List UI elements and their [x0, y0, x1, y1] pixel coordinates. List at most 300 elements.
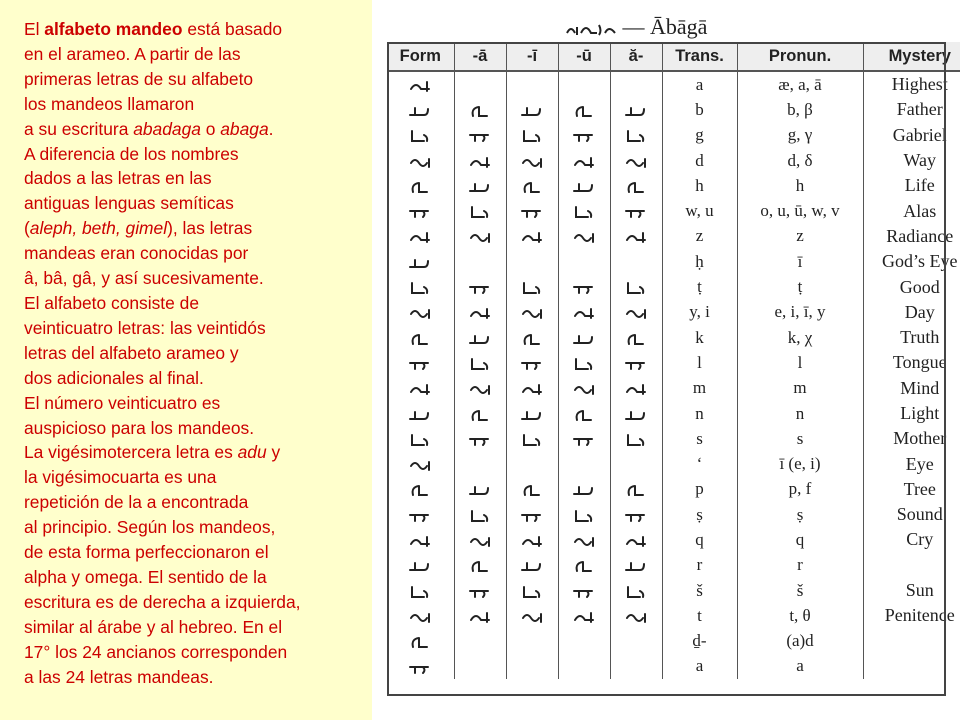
letter-form-cell [387, 578, 454, 603]
syllable-cell [454, 350, 506, 375]
mandaic-letter-glyph [623, 330, 649, 348]
letter-form-cell [387, 148, 454, 173]
mandaic-letter-glyph [467, 532, 493, 550]
table-row [387, 502, 960, 527]
mandaic-letter-glyph [623, 380, 649, 398]
letter-form-cell [387, 502, 454, 527]
mandaic-letter-glyph [407, 279, 433, 297]
mystery-cell: Truth [863, 325, 960, 350]
mandaic-letter-glyph [407, 178, 433, 196]
letter-form-cell [387, 654, 454, 679]
pronun-cell: ī [737, 249, 863, 274]
mandaic-letter-glyph [519, 532, 545, 550]
letter-form-cell [387, 629, 454, 654]
mandaic-letter-glyph [571, 583, 597, 601]
syllable-cell [454, 173, 506, 198]
syllable-cell [454, 123, 506, 148]
mandaic-letter-glyph [571, 102, 597, 120]
letter-form-cell [387, 603, 454, 628]
mandaic-letter-glyph [467, 583, 493, 601]
description-segment: letras del alfabeto arameo y [24, 342, 239, 363]
pronun-cell: š [737, 578, 863, 603]
table-title-text: — Ābāgā [622, 14, 708, 39]
mystery-cell: Penitence [863, 603, 960, 628]
mandaic-letter-glyph [623, 355, 649, 373]
mandaic-letter-glyph [571, 532, 597, 550]
syllable-cell [506, 198, 558, 223]
pronun-cell: b, β [737, 97, 863, 122]
mystery-cell: Mind [863, 376, 960, 401]
mandaic-letter-glyph [519, 608, 545, 626]
pronun-cell: ī (e, i) [737, 451, 863, 476]
mystery-cell: Way [863, 148, 960, 173]
syllable-cell [610, 224, 662, 249]
trans-cell: b [662, 97, 737, 122]
mandaic-letter-glyph [571, 557, 597, 575]
letter-form-cell [387, 274, 454, 299]
mandaic-letter-glyph [623, 304, 649, 322]
table-row [387, 300, 960, 325]
table-row [387, 123, 960, 148]
description-segment: o [200, 118, 221, 139]
letter-form-cell [387, 325, 454, 350]
table-row [387, 603, 960, 628]
description-line [24, 416, 369, 441]
mandaic-letter-glyph [623, 431, 649, 449]
description-line [24, 142, 369, 167]
pronun-cell: g, γ [737, 123, 863, 148]
description-line [24, 665, 369, 690]
syllable-cell [610, 401, 662, 426]
syllable-cell [558, 629, 610, 654]
syllable-cell [506, 629, 558, 654]
description-segment: al principio. Según los mandeos, [24, 517, 276, 538]
table-row [387, 97, 960, 122]
mandaic-letter-glyph [467, 178, 493, 196]
header-form: Form [387, 42, 454, 71]
syllable-cell [454, 148, 506, 173]
trans-cell: h [662, 173, 737, 198]
mandaic-letter-glyph [407, 228, 433, 246]
syllable-cell [610, 553, 662, 578]
mandaic-letter-glyph [407, 254, 433, 272]
description-line [24, 565, 369, 590]
mandaic-letter-glyph [623, 557, 649, 575]
syllable-cell [610, 654, 662, 679]
mandaic-letter-glyph [571, 481, 597, 499]
syllable-cell [558, 249, 610, 274]
pronun-cell: t, θ [737, 603, 863, 628]
description-line [24, 341, 369, 366]
description-segment: la vigésimocuarta es una [24, 467, 217, 488]
mandaic-letter-glyph [623, 178, 649, 196]
mandaic-letter-glyph [519, 481, 545, 499]
syllable-cell [506, 325, 558, 350]
table-row [387, 224, 960, 249]
mandaic-letter-glyph [623, 153, 649, 171]
description-line [24, 366, 369, 391]
trans-cell: ṭ [662, 274, 737, 299]
syllable-cell [610, 376, 662, 401]
trans-cell: ḥ [662, 249, 737, 274]
syllable-cell [506, 451, 558, 476]
mandaic-letter-glyph [407, 557, 433, 575]
syllable-cell [454, 249, 506, 274]
syllable-cell [506, 527, 558, 552]
mandaic-letter-glyph [407, 304, 433, 322]
description-segment: repetición de la a encontrada [24, 492, 249, 513]
mandaic-letter-glyph [407, 659, 433, 677]
pronun-cell: k, χ [737, 325, 863, 350]
pronun-cell: m [737, 376, 863, 401]
mandaic-letter-glyph [519, 102, 545, 120]
table-row [387, 527, 960, 552]
mystery-cell: Life [863, 173, 960, 198]
description-segment: escritura es de derecha a izquierda, [24, 591, 301, 612]
pronun-cell: h [737, 173, 863, 198]
description-segment: a las 24 letras mandeas. [24, 666, 214, 687]
syllable-cell [506, 477, 558, 502]
mandaic-letter-glyph [519, 583, 545, 601]
trans-cell: d [662, 148, 737, 173]
trans-cell: z [662, 224, 737, 249]
description-line [24, 92, 369, 117]
syllable-cell [558, 198, 610, 223]
description-segment: 17° los 24 ancianos corresponden [24, 641, 288, 662]
description-segment: mandeas eran conocidas por [24, 243, 249, 264]
syllable-cell [610, 426, 662, 451]
mandaic-letter-glyph [519, 557, 545, 575]
mandaic-letter-glyph [623, 279, 649, 297]
mystery-cell: God’s Eye [863, 249, 960, 274]
mandaic-letter-glyph [519, 330, 545, 348]
syllable-cell [506, 426, 558, 451]
description-segment: adu [237, 442, 267, 463]
description-text [24, 17, 369, 689]
mandaic-letter-glyph [623, 228, 649, 246]
pronun-cell: ṭ [737, 274, 863, 299]
table-row [387, 654, 960, 679]
mystery-cell: Father [863, 97, 960, 122]
description-segment: similar al árabe y al hebreo. En el [24, 616, 283, 637]
description-segment: dos adicionales al final. [24, 367, 204, 388]
syllable-cell [610, 629, 662, 654]
mystery-cell: Sun [863, 578, 960, 603]
trans-cell: t [662, 603, 737, 628]
table-row [387, 148, 960, 173]
syllable-cell [506, 274, 558, 299]
syllable-cell [558, 401, 610, 426]
mandaic-letter-glyph [467, 102, 493, 120]
syllable-cell [454, 527, 506, 552]
header-pronun: Pronun. [737, 42, 863, 71]
letter-form-cell [387, 426, 454, 451]
mandaic-letter-glyph [519, 380, 545, 398]
mandaic-letter-glyph [519, 431, 545, 449]
syllable-cell [558, 553, 610, 578]
mandaic-letter-glyph [623, 203, 649, 221]
syllable-cell [558, 148, 610, 173]
mandaic-letter-glyph [467, 203, 493, 221]
mandaic-letter-glyph [407, 406, 433, 424]
trans-cell: n [662, 401, 737, 426]
mandaic-letter-glyph [407, 532, 433, 550]
mandaic-letter-glyph [519, 304, 545, 322]
letter-form-cell [387, 300, 454, 325]
syllable-cell [454, 274, 506, 299]
letter-form-cell [387, 401, 454, 426]
syllable-cell [454, 71, 506, 97]
mandaic-letter-glyph [571, 355, 597, 373]
table-row [387, 350, 960, 375]
pronun-cell: z [737, 224, 863, 249]
description-line [24, 67, 369, 92]
syllable-cell [454, 629, 506, 654]
description-line [24, 590, 369, 615]
syllable-cell [506, 173, 558, 198]
letter-form-cell [387, 376, 454, 401]
mandaic-letter-glyph [571, 153, 597, 171]
mystery-cell: Eye [863, 451, 960, 476]
syllable-cell [610, 300, 662, 325]
syllable-cell [454, 300, 506, 325]
pronun-cell: a [737, 654, 863, 679]
syllable-cell [454, 451, 506, 476]
description-line [24, 515, 369, 540]
mandaic-letter-glyph [519, 153, 545, 171]
mystery-cell: Mother [863, 426, 960, 451]
syllable-cell [506, 553, 558, 578]
syllable-cell [558, 274, 610, 299]
mandaic-letter-glyph [467, 481, 493, 499]
letter-form-cell [387, 224, 454, 249]
syllable-cell [610, 148, 662, 173]
syllable-cell [558, 603, 610, 628]
table-row [387, 249, 960, 274]
syllable-cell [558, 477, 610, 502]
mystery-cell: Good [863, 274, 960, 299]
description-segment: abaga [220, 118, 269, 139]
mystery-cell: Tongue [863, 350, 960, 375]
mandaic-letter-glyph [519, 355, 545, 373]
trans-cell: m [662, 376, 737, 401]
syllable-cell [558, 173, 610, 198]
mandaic-letter-glyph [407, 77, 433, 95]
letter-form-cell [387, 123, 454, 148]
header-u-long: -ū [558, 42, 610, 71]
description-line [24, 465, 369, 490]
pronun-cell: n [737, 401, 863, 426]
description-segment: alpha y omega. El sentido de la [24, 566, 267, 587]
mandaic-letter-glyph [407, 481, 433, 499]
description-segment: alfabeto mandeo [44, 19, 183, 39]
trans-cell: ‘ [662, 451, 737, 476]
mandaic-letter-glyph [467, 279, 493, 297]
letter-form-cell [387, 97, 454, 122]
syllable-cell [506, 502, 558, 527]
description-line [24, 266, 369, 291]
pronun-cell: (a)d [737, 629, 863, 654]
trans-cell: g [662, 123, 737, 148]
description-segment: dados a las letras en las [24, 168, 212, 189]
mandaic-letter-glyph [407, 431, 433, 449]
syllable-cell [558, 426, 610, 451]
mandaic-letter-glyph [571, 406, 597, 424]
description-segment: en el arameo. A partir de las [24, 43, 241, 64]
trans-cell: š [662, 578, 737, 603]
syllable-cell [558, 350, 610, 375]
trans-cell: q [662, 527, 737, 552]
letter-form-cell [387, 553, 454, 578]
description-line [24, 191, 369, 216]
trans-cell: l [662, 350, 737, 375]
letter-form-cell [387, 477, 454, 502]
description-line [24, 440, 369, 465]
description-segment: de esta forma perfeccionaron el [24, 542, 269, 563]
mystery-cell: Day [863, 300, 960, 325]
syllable-cell [558, 325, 610, 350]
mystery-cell [863, 553, 960, 578]
letter-form-cell [387, 451, 454, 476]
mandaic-letter-glyph [467, 127, 493, 145]
description-segment: El [24, 19, 45, 39]
description-segment: los mandeos llamaron [24, 93, 195, 114]
syllable-cell [610, 477, 662, 502]
description-line [24, 166, 369, 191]
pronun-cell: ṣ [737, 502, 863, 527]
syllable-cell [506, 249, 558, 274]
description-line [24, 540, 369, 565]
syllable-cell [454, 401, 506, 426]
mandaic-letter-glyph [571, 431, 597, 449]
description-segment: auspicioso para los mandeos. [24, 417, 255, 438]
mandaic-letter-glyph [467, 330, 493, 348]
trans-cell: k [662, 325, 737, 350]
syllable-cell [506, 224, 558, 249]
mandaic-letter-glyph [467, 304, 493, 322]
syllable-cell [610, 123, 662, 148]
syllable-cell [506, 123, 558, 148]
description-segment: ( [24, 218, 30, 239]
table-row [387, 578, 960, 603]
table-row [387, 274, 960, 299]
pronun-cell: p, f [737, 477, 863, 502]
syllable-cell [506, 401, 558, 426]
description-line [24, 615, 369, 640]
syllable-cell [454, 654, 506, 679]
table-row [387, 629, 960, 654]
mystery-cell: Light [863, 401, 960, 426]
syllable-cell [610, 173, 662, 198]
syllable-cell [506, 300, 558, 325]
pronun-cell: e, i, ī, y [737, 300, 863, 325]
mandaic-letter-glyph [571, 203, 597, 221]
trans-cell: ḏ- [662, 629, 737, 654]
mandaic-letter-glyph [407, 330, 433, 348]
trans-cell: y, i [662, 300, 737, 325]
syllable-cell [506, 148, 558, 173]
pronun-cell: l [737, 350, 863, 375]
mandaic-letter-glyph [407, 633, 433, 651]
trans-cell: p [662, 477, 737, 502]
mystery-cell: Sound [863, 502, 960, 527]
trans-cell: w, u [662, 198, 737, 223]
syllable-cell [506, 350, 558, 375]
mandaic-letter-glyph [407, 507, 433, 525]
mandaic-letter-glyph [407, 127, 433, 145]
mandaic-letter-glyph [519, 178, 545, 196]
mandaic-letter-glyph [467, 406, 493, 424]
mandaic-letter-glyph [519, 228, 545, 246]
syllable-cell [610, 274, 662, 299]
mandaic-abaga-glyph [565, 19, 617, 39]
mystery-cell: Radiance [863, 224, 960, 249]
syllable-cell [558, 451, 610, 476]
syllable-cell [610, 97, 662, 122]
table-row [387, 401, 960, 426]
mandaic-letter-glyph [407, 608, 433, 626]
syllable-cell [610, 249, 662, 274]
syllable-cell [454, 376, 506, 401]
letter-form-cell [387, 350, 454, 375]
mandaic-letter-glyph [623, 583, 649, 601]
mandaic-letter-glyph [519, 127, 545, 145]
mandaic-letter-glyph [571, 380, 597, 398]
table-row [387, 198, 960, 223]
mandaic-letter-glyph [571, 178, 597, 196]
syllable-cell [610, 502, 662, 527]
letter-form-cell [387, 249, 454, 274]
pronun-cell: o, u, ū, w, v [737, 198, 863, 223]
syllable-cell [610, 325, 662, 350]
mandaic-letter-glyph [623, 507, 649, 525]
description-panel [0, 0, 372, 720]
table-row [387, 71, 960, 97]
description-line [24, 391, 369, 416]
syllable-cell [454, 198, 506, 223]
mandaic-letter-glyph [407, 102, 433, 120]
syllable-cell [558, 300, 610, 325]
syllable-cell [454, 502, 506, 527]
description-line [24, 316, 369, 341]
syllable-cell [506, 578, 558, 603]
syllable-cell [558, 97, 610, 122]
syllable-cell [558, 527, 610, 552]
syllable-cell [506, 376, 558, 401]
description-line [24, 291, 369, 316]
syllable-cell [610, 198, 662, 223]
table-header-row [387, 42, 960, 71]
mandaic-letter-glyph [467, 507, 493, 525]
description-segment: . [268, 118, 274, 139]
mandaic-letter-glyph [467, 153, 493, 171]
syllable-cell [454, 477, 506, 502]
description-line [24, 490, 369, 515]
header-mystery: Mystery [863, 42, 960, 71]
table-row [387, 376, 960, 401]
mandaic-letter-glyph [571, 608, 597, 626]
description-segment: â, bâ, gâ, y así sucesivamente. [24, 268, 264, 289]
syllable-cell [558, 578, 610, 603]
mandaic-letter-glyph [467, 431, 493, 449]
description-segment: veinticuatro letras: las veintidós [24, 317, 266, 338]
mandaic-letter-glyph [623, 127, 649, 145]
description-segment: ), las letras [167, 218, 253, 239]
syllable-cell [454, 325, 506, 350]
mandaic-letter-glyph [571, 507, 597, 525]
table-row [387, 553, 960, 578]
syllable-cell [454, 224, 506, 249]
